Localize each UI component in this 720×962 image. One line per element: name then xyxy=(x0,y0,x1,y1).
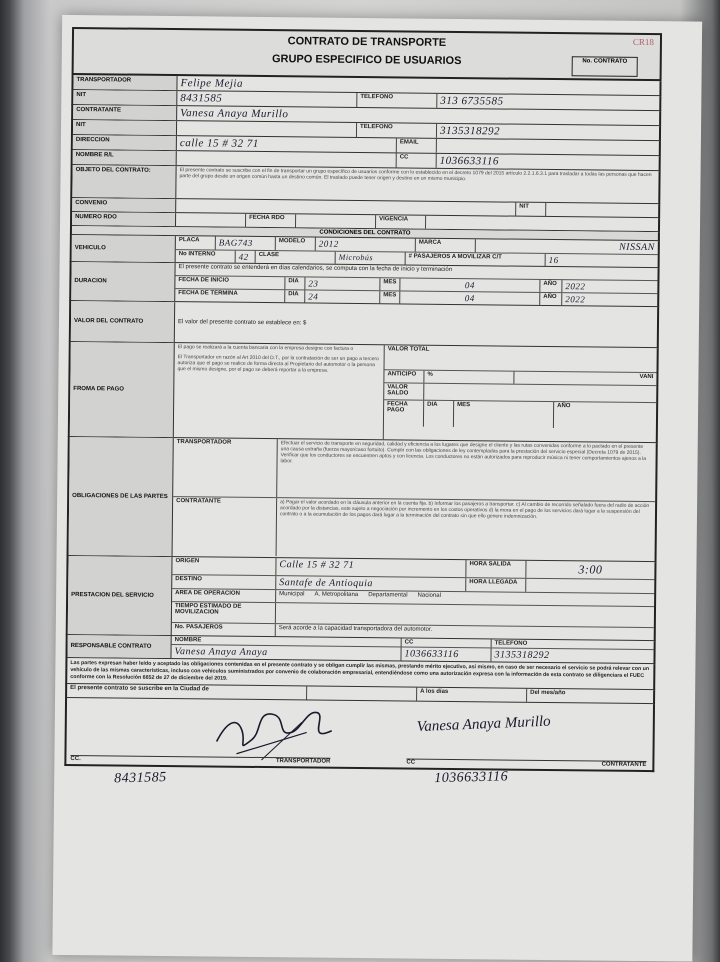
fecha-termina-label: FECHA DE TERMINA xyxy=(175,289,285,302)
ciudad-value xyxy=(307,686,417,700)
inicio-mes-label: MES xyxy=(380,278,400,290)
origen-label: ORIGEN xyxy=(172,557,276,575)
termina-dia-label: DIA xyxy=(285,290,305,302)
transportador-sig-line xyxy=(70,755,330,765)
destino-label: DESTINO xyxy=(172,575,276,589)
resp-telefono-value: 3135318292 xyxy=(494,649,550,662)
area-option-municipal: Municipal xyxy=(279,591,305,598)
pago-ano-label: AÑO xyxy=(557,403,571,410)
below-form-area xyxy=(64,766,654,812)
nombre-label: NOMBRE R/L xyxy=(73,150,177,165)
oblig-contratante-label: CONTRATANTE xyxy=(173,497,278,556)
forma-pago-text1: El pago se realizará a la cuenta bancaria con la empresa designe con factura o xyxy=(177,344,354,352)
contratante-sig-label: CONTRATANTE xyxy=(601,761,647,769)
fecha-rdo-value xyxy=(296,214,376,228)
clase-label: CLASE xyxy=(256,251,336,264)
resp-nombre-value: Vanesa Anaya Anaya xyxy=(171,645,401,660)
anticipo-label: ANTICIPO xyxy=(384,370,424,382)
forma-pago-text2: El Transportador en razón al Art 2010 del D.T., por la contratación de ser un pago a tercero autoriza que el pago se realice de forma directa al Propietario del automotor o la persona que el mismo designe, por el pago se deberá reportar a la empresa. xyxy=(177,354,379,374)
vigencia-label: VIGENCIA xyxy=(376,215,426,229)
objeto-text: El presente contrato se suscribe con el fin de transportar un grupo específico de usuarios conforme con lo establecido en el decreto 1079 del 2015 artículo 2.2.1.6.3.1 para trasladar a todas las personas que hacen parte del grupo desde un origen común hasta un destino común. El traslado puede tener origen y destino en un mismo municipio. xyxy=(179,167,652,183)
fecha-rdo-label: FECHA RDO xyxy=(246,214,296,228)
pasajeros-label: # PASAJEROS A MOVILIZAR C/T xyxy=(406,252,546,265)
contratante-value: Vanesa Anaya Murillo xyxy=(180,107,289,121)
resp-cc-value: 1036633116 xyxy=(401,647,491,661)
objeto-label: OBJETO DEL CONTRATO: xyxy=(72,165,176,198)
destino-value: Santafe de Antioquia xyxy=(276,576,466,591)
prestacion-block xyxy=(66,556,657,641)
valor-text: El valor del presente contrato se establece en: $ xyxy=(177,319,307,327)
contract-header xyxy=(72,27,662,81)
telefono-value: 313 6735585 xyxy=(440,94,504,108)
cc2-handwritten: 1036633116 xyxy=(434,769,509,787)
transportador-sig-label: TRANSPORTADOR xyxy=(275,758,331,765)
area-option-departamental: Departamental xyxy=(368,592,408,599)
oblig-contratante-text: a) Pagar el valor acordado en la cláusula anterior en la cuenta fija. b) Informar los pasajeros a transportar. c) Al cambio de recorrido señalado fuera del radio de acción acordado por la distancias, este sujeto a negociación por incremento en los costos operativos d) la mora en el pago de los servicios dará lugar a la suspensión del contrato o a la acumulación de los pagos dará lugar a la terminación del contrato sin que ello genere indemnización. xyxy=(279,499,650,520)
contract-number-box: No. CONTRATO xyxy=(572,56,638,77)
resp-telefono-label: TELEFONO xyxy=(494,640,528,647)
nit2-value xyxy=(177,121,357,137)
clase-value: Microbús xyxy=(336,252,406,265)
dias-label: A los días xyxy=(417,688,527,702)
inicio-dia-label: DIA xyxy=(285,277,305,289)
vani-label: VANI xyxy=(639,373,654,381)
inicio-ano-value: 2022 xyxy=(565,281,586,292)
forma-pago-label: FROMA DE PAGO xyxy=(70,342,175,437)
footer-text: Las partes expresan haber leído y aceptado las obligaciones contenidas en el presente contrato y se obligan cumplir las mismas, prestando mérito ejecutivo, así mismo, en caso de ser necesario el servicio se podrá relevar con un vehículo de las mismas características, incluso con vehículos suministrados por convenio de colaboración empresarial, entendiéndose como una autorización expresa con la información de esta contrato se diligenciara el FUEC conforme con la Resolución 6652 de 27 de diciembre del 2019. xyxy=(65,658,655,690)
pct-label: % xyxy=(424,371,514,384)
no-interno-label: No INTERNO xyxy=(176,250,236,263)
origen-value: Calle 15 # 32 71 xyxy=(276,558,466,577)
hora-salida-label: HORA SALIDA xyxy=(466,560,526,578)
direccion-label: DIRECCION xyxy=(73,135,177,150)
area-option-nacional: Nacional xyxy=(417,592,441,599)
nit-value: 8431585 xyxy=(177,91,357,107)
placa-label: PLACA xyxy=(176,236,216,249)
fecha-inicio-label: FECHA DE INICIO xyxy=(175,276,285,289)
valor-label: VALOR DEL CONTRATO xyxy=(71,301,175,342)
no-pasajeros-label: No. PASAJEROS xyxy=(172,623,276,636)
nit-label: NIT xyxy=(73,90,177,105)
no-interno-value: 42 xyxy=(236,251,256,263)
signature-area xyxy=(64,698,655,772)
nit3-label: NIT xyxy=(516,203,546,216)
resp-cc-label: CC xyxy=(402,638,492,647)
prestacion-label: PRESTACION DEL SERVICIO xyxy=(68,556,173,635)
termina-dia-value: 24 xyxy=(305,290,380,303)
telefono2-value: 3135318292 xyxy=(439,124,501,138)
modelo-value: 2012 xyxy=(316,238,416,252)
email-label: EMAIL xyxy=(397,138,437,152)
cc1-handwritten: 8431585 xyxy=(114,770,167,787)
nit2-label: NIT xyxy=(73,120,177,135)
cc2-label: CC xyxy=(406,759,416,766)
inicio-ano-label: AÑO xyxy=(540,280,562,292)
obligaciones-block xyxy=(67,437,658,562)
valor-block xyxy=(69,301,659,348)
telefono2-label: TELEFONO xyxy=(357,123,437,138)
direccion-value: calle 15 # 32 71 xyxy=(177,136,397,152)
transportador-value: Felipe Mejia xyxy=(180,77,244,90)
contract-title: CONTRATO DE TRANSPORTE xyxy=(287,35,447,49)
marca-label: MARCA xyxy=(416,239,476,253)
termina-mes-value: 04 xyxy=(400,291,540,304)
duracion-text: El presente contrato se entenderá en días calendarios, se computa con la fecha de inicio y terminación xyxy=(178,264,453,273)
forma-pago-block xyxy=(68,342,659,443)
tiempo-label: TIEMPO ESTIMADO DE MOVILIZACION xyxy=(172,602,276,623)
fecha-pago-label: FECHA PAGO xyxy=(384,400,424,426)
termina-ano-label: AÑO xyxy=(540,293,562,305)
modelo-label: MODELO xyxy=(276,237,316,250)
cc1-label: CC. xyxy=(70,756,81,763)
contract-form xyxy=(64,27,662,812)
inicio-dia-value: 23 xyxy=(305,277,380,290)
area-option-metropolitana: A. Metropolitana xyxy=(314,591,359,599)
resp-nombre-label: NOMBRE xyxy=(172,636,402,646)
contract-paper xyxy=(52,15,702,962)
hora-llegada-value xyxy=(526,579,654,593)
placa-value: BAG743 xyxy=(216,237,276,251)
cc-label: CC xyxy=(397,153,437,167)
telefono-label: TELEFONO xyxy=(357,93,437,108)
oblig-transportador-label: TRANSPORTADOR xyxy=(173,438,278,497)
responsable-label: RESPONSABLE CONTRATO xyxy=(67,635,171,658)
contratante-label: CONTRATANTE xyxy=(73,105,177,120)
inicio-mes-value: 04 xyxy=(400,278,540,291)
numero-rdo-label: NUMERO RDO xyxy=(72,212,176,226)
hora-salida-value: 3:00 xyxy=(578,562,603,577)
tiempo-value xyxy=(276,603,654,627)
corner-stamp: CR18 xyxy=(632,36,655,48)
contratante-signature: Vanesa Anaya Murillo xyxy=(416,713,551,736)
area-label: AREA DE OPERACION xyxy=(172,589,276,602)
email-value xyxy=(437,139,659,155)
vigencia-value xyxy=(426,216,658,231)
numero-rdo-value xyxy=(176,213,246,227)
marca-value: NISSAN xyxy=(618,241,655,254)
hora-llegada-label: HORA LLEGADA xyxy=(466,578,526,592)
termina-ano-value: 2022 xyxy=(565,294,586,305)
transportador-label: TRANSPORTADOR xyxy=(73,75,177,90)
contract-subtitle: GRUPO ESPECIFICO DE USUARIOS xyxy=(271,53,462,68)
pago-dia-label: DIA xyxy=(424,401,454,427)
forma-pago-texts xyxy=(174,343,385,439)
no-pasajeros-text: Será acorde a la capacidad transportadora del automotor. xyxy=(278,625,433,633)
pago-mes-label: MES xyxy=(454,401,554,428)
conditions-title: CONDICIONES DEL CONTRATO xyxy=(70,226,660,241)
transportador-signature xyxy=(206,701,347,762)
valor-saldo-label: VALOR SALDO xyxy=(384,383,424,399)
nombre-value xyxy=(177,151,397,167)
convenio-label: CONVENIO xyxy=(72,198,176,212)
valor-saldo-value xyxy=(424,384,656,402)
termina-mes-label: MES xyxy=(380,291,400,303)
valor-total-label: VALOR TOTAL xyxy=(387,346,430,353)
suscribe-text: El presente contrato se suscribe en la Ciudad de xyxy=(67,684,307,700)
cc-value: 1036633116 xyxy=(439,154,499,168)
mes-ano-label: Del mes/año xyxy=(530,689,566,697)
pasajeros-value: 16 xyxy=(548,254,559,266)
nit3-value xyxy=(546,203,658,217)
obligaciones-label: OBLIGACIONES DE LAS PARTES xyxy=(69,437,174,556)
duracion-label: DURACION xyxy=(71,262,175,301)
duracion-block xyxy=(69,262,659,307)
contratante-sig-line xyxy=(406,759,646,769)
oblig-transportador-text: Efectuar el servicio de transporte en seguridad, calidad y eficiencia a los lugares que designe el cliente y las rutas convenidas conforme a lo pactado en el presente una causa extraña (fuerza mayor/caso fortuito). Cumplir con las obligaciones de ley contempladas para la prestación del servicio especial (Decreta 1079 de 2015). Verificar que los conductores se encuentren aptos y con licencia. Los conductores no están autorizados para reproducir música ni tener comportamientos ajenos a la labor. xyxy=(280,440,647,465)
vehiculo-label: VEHICULO xyxy=(72,235,176,262)
